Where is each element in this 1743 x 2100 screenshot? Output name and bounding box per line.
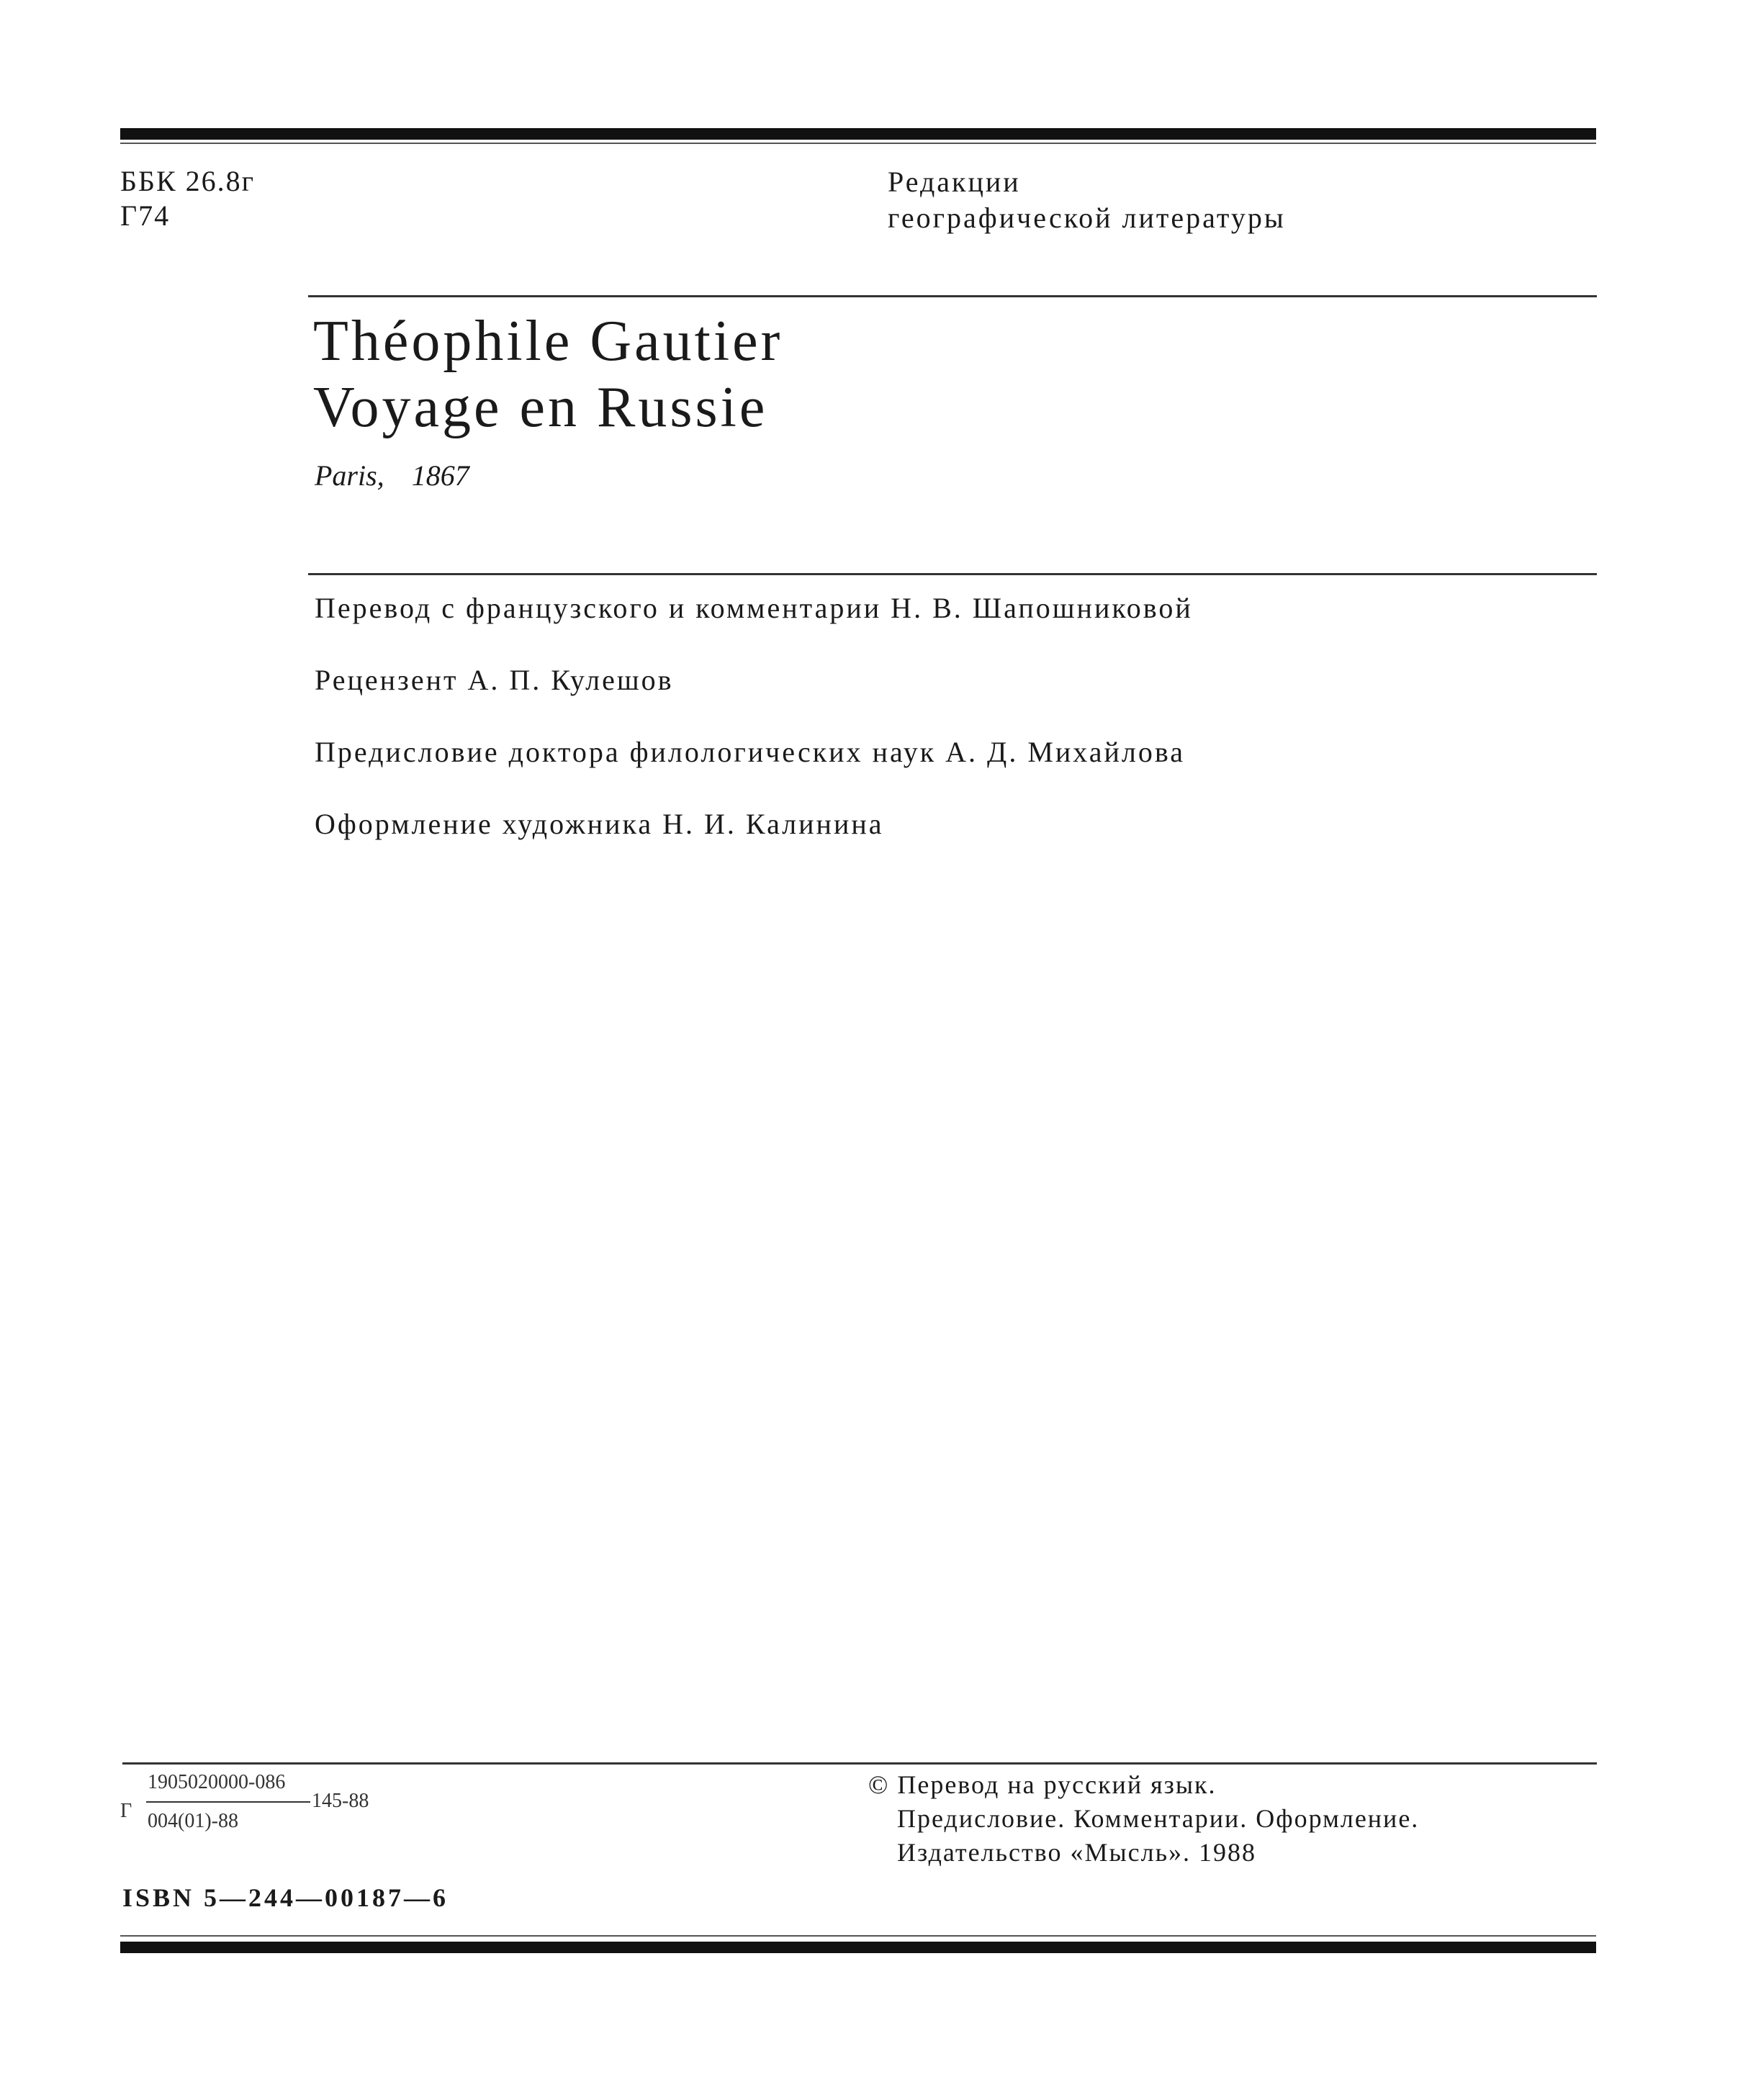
code-fraction-bar bbox=[146, 1801, 310, 1803]
author-mark: Г74 bbox=[120, 199, 171, 232]
imprint-year: 1867 bbox=[411, 459, 469, 492]
credits-list bbox=[315, 590, 1193, 878]
isbn: ISBN 5—244—00187—6 bbox=[122, 1883, 449, 1912]
copyright-notice bbox=[868, 1768, 1419, 1870]
section-rule-3 bbox=[122, 1762, 1597, 1765]
code-denominator: 004(01)-88 bbox=[148, 1810, 238, 1832]
section-rule-2 bbox=[308, 573, 1597, 575]
original-imprint bbox=[315, 458, 469, 494]
section-rule-1 bbox=[308, 295, 1597, 297]
top-thick-rule bbox=[120, 128, 1596, 140]
credit-design: Оформление художника Н. И. Калинина bbox=[315, 808, 884, 840]
editorial-office-line1: Редакции bbox=[888, 166, 1021, 198]
editorial-office bbox=[888, 164, 1286, 236]
copyright-line3: Издательство «Мысль». 1988 bbox=[897, 1838, 1257, 1867]
imprint-city: Paris, bbox=[315, 459, 384, 492]
top-thin-rule bbox=[120, 143, 1596, 144]
original-title: Voyage en Russie bbox=[313, 376, 768, 439]
copyright-line2: Предисловие. Комментарии. Оформление. bbox=[897, 1804, 1420, 1833]
copyright-line1: © Перевод на русский язык. bbox=[868, 1770, 1217, 1799]
bottom-thin-rule bbox=[120, 1935, 1596, 1937]
credit-foreword: Предисловие доктора филологических наук А. Д. Михайлова bbox=[315, 736, 1186, 768]
original-author: Théophile Gautier bbox=[313, 310, 783, 373]
publication-code bbox=[120, 1771, 459, 1857]
code-numerator: 1905020000-086 bbox=[148, 1771, 286, 1793]
editorial-office-line2: географической литературы bbox=[888, 202, 1286, 234]
credit-reviewer: Рецензент А. П. Кулешов bbox=[315, 664, 674, 696]
code-letter: Г bbox=[120, 1800, 132, 1822]
credit-translation: Перевод с французского и комментарии Н. В. Шапошниковой bbox=[315, 592, 1193, 624]
classification-block bbox=[120, 164, 255, 233]
bottom-thick-rule bbox=[120, 1942, 1596, 1953]
original-title-block bbox=[313, 308, 783, 441]
code-suffix: 145-88 bbox=[312, 1790, 369, 1812]
bbk-code: ББК 26.8г bbox=[120, 165, 256, 197]
